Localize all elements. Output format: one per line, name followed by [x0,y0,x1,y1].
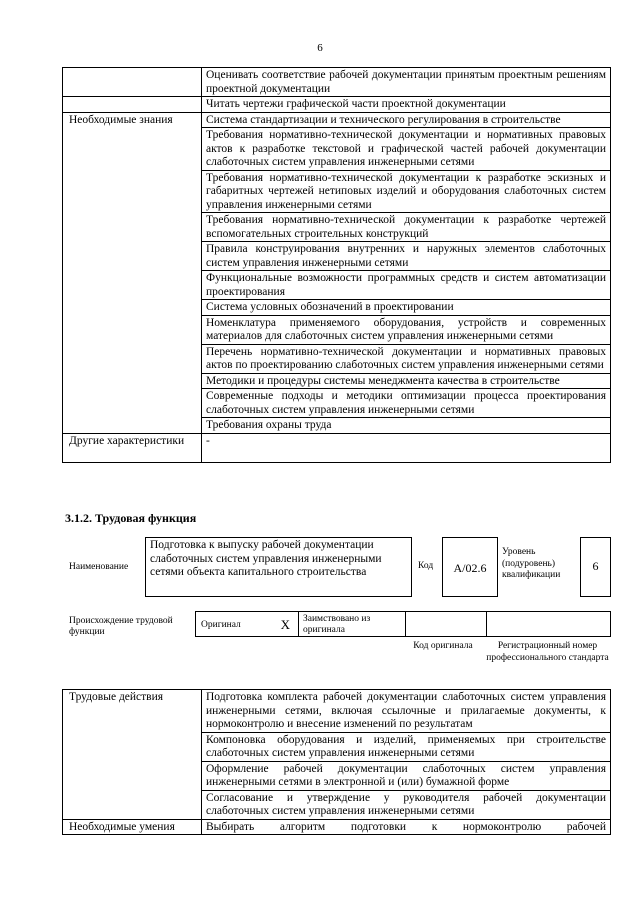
actions-table [62,689,611,835]
function-name-box: Подготовка к выпуску рабочей документации слаботочных систем управления инженерными сетями объекта капитального строительства [145,537,412,597]
knowledge-item: Требования охраны труда [202,418,611,434]
other-characteristics-value: - [202,433,611,462]
action-item: Компоновка оборудования и изделий, применяемых при строительстве слаботочных систем управления инженерными сетями [202,732,611,761]
skills-label: Необходимые умения [63,819,202,835]
knowledge-table [62,67,611,463]
origin-label: Происхождение трудовой функции [69,616,173,637]
empty-label-cell [63,97,202,113]
table-row [63,112,611,128]
knowledge-item: Система условных обозначений в проектировании [202,300,611,316]
original-label: Оригинал [201,620,241,630]
skill-item: Читать чертежи графической части проектной документации [202,97,611,113]
knowledge-item: Функциональные возможности программных средств и систем автоматизации проектирования [202,271,611,300]
skill-item: Оценивать соответствие рабочей документации принятым проектным решениям проектной документации [202,68,611,97]
knowledge-item: Методики и процедуры системы менеджмента качества в строительстве [202,373,611,389]
original-code-caption: Код оригинала [413,641,473,651]
registration-number-caption: Регистрационный номер профессионального стандарта [486,641,609,663]
skill-item: Выбирать алгоритм подготовки к нормоконтролю рабочей [202,819,611,835]
actions-label: Трудовые действия [63,690,202,820]
knowledge-item: Правила конструирования внутренних и наружных элементов слаботочных систем управления инженерными сетями [202,242,611,271]
table-row [63,690,611,733]
table-row [63,97,611,113]
registration-number-cell [486,611,611,637]
knowledge-item: Современные подходы и методики оптимизации процесса проектирования слаботочных систем управления инженерными сетями [202,389,611,418]
level-box: 6 [580,537,611,597]
borrowed-cell: Заимствовано из оригинала [298,611,406,637]
knowledge-item: Система стандартизации и технического регулирования в строительстве [202,112,611,128]
code-label: Код [418,561,434,571]
section-heading: 3.1.2. Трудовая функция [65,511,197,525]
action-item: Оформление рабочей документации слаботочных систем управления инженерными сетями в электронной и (или) бумажной форме [202,761,611,790]
knowledge-item: Номенклатура применяемого оборудования, устройств и современных материалов для слаботочных систем управления инженерными сетями [202,315,611,344]
level-label: Уровень (подуровень) квалификации [502,547,561,580]
knowledge-item: Перечень нормативно-технической документации и нормативных правовых актов по проектированию слаботочных систем управления инженерными сетями [202,344,611,373]
knowledge-item: Требования нормативно-технической документации к разработке эскизных и габаритных чертежей нетиповых изделий и оборудования слаботочных систем управления инженерными сетями [202,170,611,213]
function-code-box: A/02.6 [442,537,498,597]
origin-row [196,611,611,637]
knowledge-item: Требования нормативно-технической документации и нормативных правовых актов к разработке текстовой и графической частей рабочей документации слаботочных систем управления инженерными сетями [202,128,611,171]
original-code-cell [405,611,487,637]
knowledge-item: Требования нормативно-технической документации к разработке чертежей вспомогательных строительных конструкций [202,213,611,242]
table-row [63,433,611,462]
name-label: Наименование [69,562,129,572]
action-item: Согласование и утверждение у руководителя рабочей документации слаботочных систем управления инженерными сетями [202,790,611,819]
original-cell [195,611,299,637]
empty-label-cell [63,68,202,97]
table-row [63,68,611,97]
original-mark: X [280,617,290,632]
table-row [63,819,611,835]
other-characteristics-label: Другие характеристики [63,433,202,462]
page-number: 6 [317,42,323,54]
action-item: Подготовка комплекта рабочей документации слаботочных систем управления инженерными сетями, включая ссылочные и прилагаемые документы, к нормоконтролю и внесение изменений по результатам [202,690,611,733]
knowledge-label: Необходимые знания [63,112,202,433]
